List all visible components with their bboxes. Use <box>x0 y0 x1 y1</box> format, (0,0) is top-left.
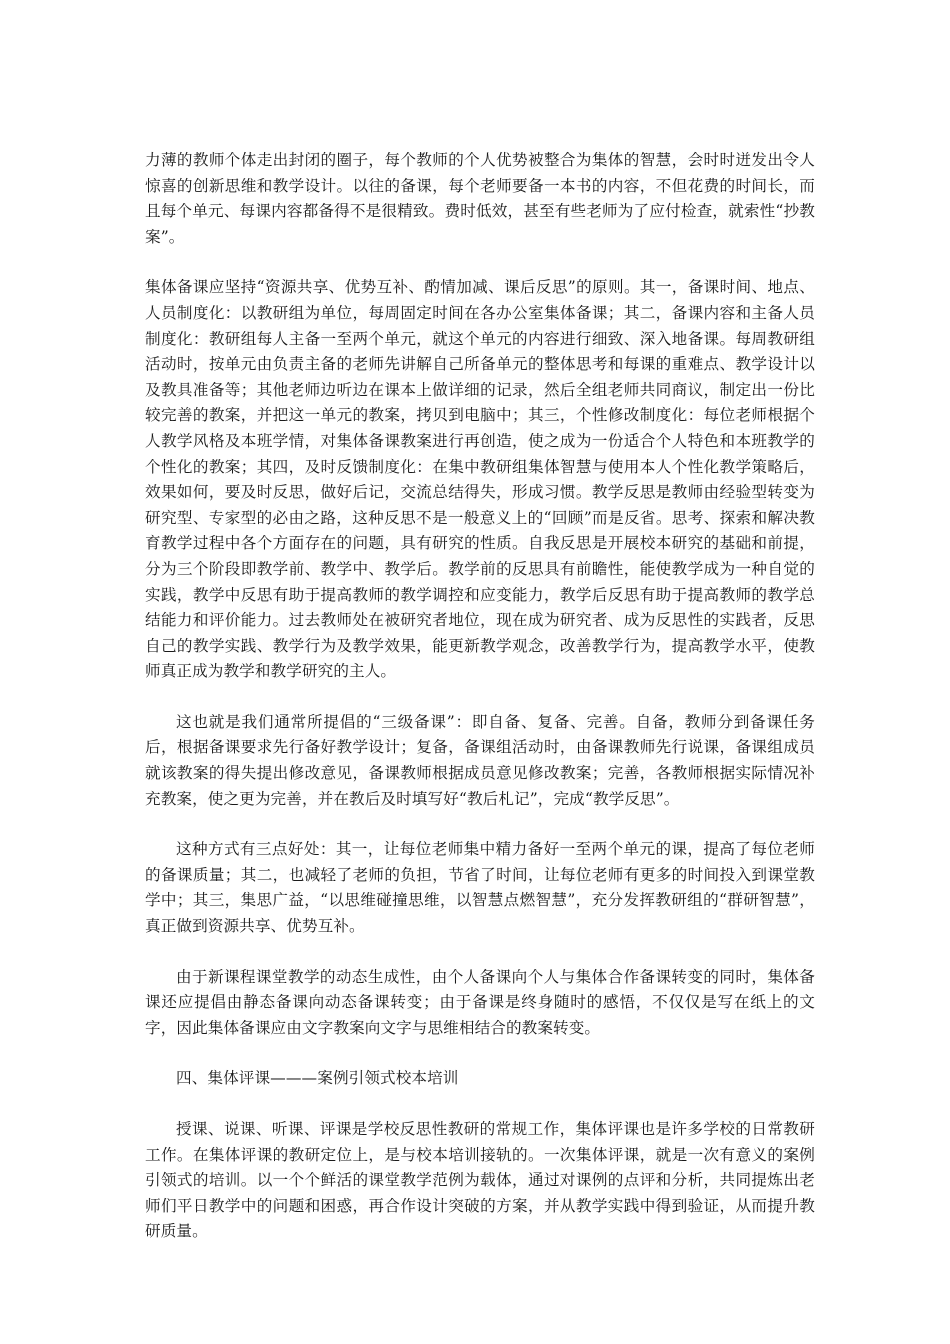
paragraph-gap <box>145 250 815 275</box>
paragraph-gap <box>145 940 815 965</box>
paragraph-gap <box>145 1092 815 1117</box>
section-heading: 四、集体评课———案例引领式校本培训 <box>176 1069 459 1088</box>
paragraph-gap <box>145 685 815 710</box>
paragraph-3: 这也就是我们通常所提倡的“三级备课”：即自备、复备、完善。自备，教师分到备课任务后，根据备课要求先行备好教学设计；复备，备课组活动时，由备课教师先行说课，备课组成员就该教案的得失提出修改意见，备课教师根据成员意见修改教案；完善，各教师根据实际情况补充教案，使之更为完善，并在教后及时填写好“教后札记”，完成“教学反思”。 <box>145 712 815 808</box>
document-page <box>145 148 815 1245</box>
paragraph-gap <box>145 1041 815 1066</box>
paragraph-5: 由于新课程课堂教学的动态生成性，由个人备课向个人与集体合作备课转变的同时，集体备课还应提倡由静态备课向动态备课转变；由于备课是终身随时的感悟，不仅仅是写在纸上的文字，因此集体备课应由文字教案向文字与思维相结合的教案转变。 <box>145 967 815 1037</box>
paragraph-4: 这种方式有三点好处：其一，让每位老师集中精力备好一至两个单元的课，提高了每位老师的备课质量；其二，也减轻了老师的负担，节省了时间，让每位老师有更多的时间投入到课堂教学中；其三，集思广益，“以思维碰撞思维，以智慧点燃智慧”，充分发挥教研组的“群研智慧”，真正做到资源共享、优势互补。 <box>145 840 815 936</box>
paragraph-1: 力薄的教师个体走出封闭的圈子，每个教师的个人优势被整合为集体的智慧，会时时迸发出令人惊喜的创新思维和教学设计。以往的备课，每个老师要备一本书的内容，不但花费的时间长，而且每个单元、每课内容都备得不是很精致。费时低效，甚至有些老师为了应付检查，就索性“抄教案”。 <box>145 151 815 246</box>
paragraph-2: 集体备课应坚持“资源共享、优势互补、酌情加减、课后反思”的原则。其一，备课时间、地点、人员制度化：以教研组为单位，每周固定时间在各办公室集体备课；其二，备课内容和主备人员制度化：教研组每人主备一至两个单元，就这个单元的内容进行细致、深入地备课。每周教研组活动时，按单元由负责主备的老师先讲解自己所备单元的整体思考和每课的重难点、教学设计以及教具准备等；其他老师边听边在课本上做详细的记录，然后全组老师共同商议，制定出一份比较完善的教案，并把这一单元的教案，拷贝到电脑中；其三，个性修改制度化：每位老师根据个人教学风格及本班学情，对集体备课教案进行再创造，使之成为一份适合个人特色和本班教学的个性化的教案；其四，及时反馈制度化：在集中教研组集体智慧与使用本人个性化教学策略后，效果如何，要及时反思，做好后记，交流总结得失，形成习惯。教学反思是教师由经验型转变为研究型、专家型的必由之路，这种反思不是一般意义上的“回顾”而是反省。思考、探索和解决教育教学过程中各个方面存在的问题，具有研究的性质。自我反思是开展校本研究的基础和前提，分为三个阶段即教学前、教学中、教学后。教学前的反思具有前瞻性，能使教学成为一种自觉的实践，教学中反思有助于提高教师的教学调控和应变能力，教学后反思有助于提高教师的教学总结能力和评价能力。过去教师处在被研究者地位，现在成为研究者、成为反思性的实践者，反思自己的教学实践、教学行为及教学效果，能更新教学观念，改善教学行为，提高教学水平，使教师真正成为教学和教学研究的主人。 <box>145 278 815 681</box>
paragraph-7: 授课、说课、听课、评课是学校反思性教研的常规工作，集体评课也是许多学校的日常教研工作。在集体评课的教研定位上，是与校本培训接轨的。一次集体评课，就是一次有意义的案例引领式的培训。以一个个鲜活的课堂教学范例为载体，通过对课例的点评和分析，共同提炼出老师们平日教学中的问题和困惑，再合作设计突破的方案，并从教学实践中得到验证，从而提升教研质量。 <box>145 1120 815 1241</box>
paragraph-gap <box>145 812 815 837</box>
